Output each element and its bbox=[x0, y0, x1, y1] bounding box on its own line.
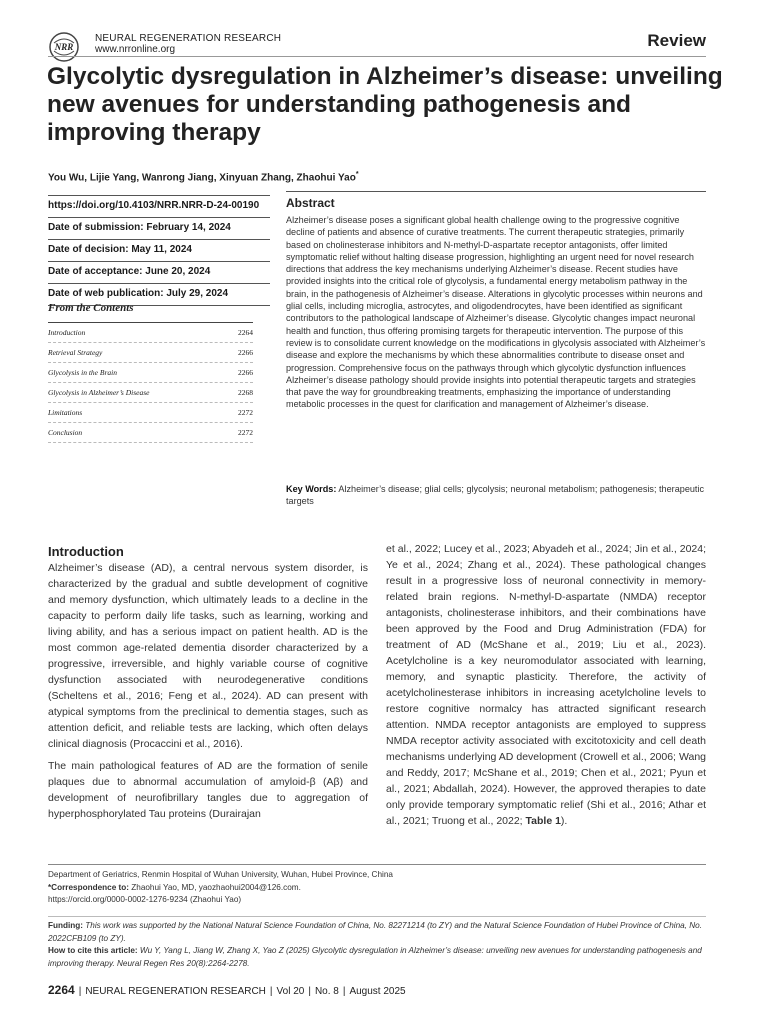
article-meta bbox=[48, 195, 270, 306]
citation-label: How to cite this article: bbox=[48, 946, 138, 955]
funding-text: This work was supported by the National Natural Science Foundation of China, No. 82271214 (to ZY) and the Natural Science Foundation of Hubei Province of China, No. 2022CFB109 (to ZY). bbox=[48, 921, 702, 943]
funding-label: Funding: bbox=[48, 921, 84, 930]
authors-text: You Wu, Lijie Yang, Wanrong Jiang, Xinyuan Zhang, Zhaohui Yao bbox=[48, 172, 356, 184]
paragraph bbox=[386, 541, 706, 829]
footer-issue: No. 8 bbox=[314, 986, 339, 997]
footer-date: August 2025 bbox=[349, 986, 406, 997]
keywords-text: Alzheimer’s disease; glial cells; glycolysis; neuronal metabolism; pathogenesis; therapeutic targets bbox=[286, 484, 705, 507]
abstract-rule bbox=[286, 191, 706, 192]
paragraph-end: ). bbox=[560, 815, 568, 827]
paragraph: Alzheimer’s disease (AD), a central nervous system disorder, is characterized by the gradual and subtle development of cognitive and memory dysfunction, which ultimately leads to a decline in the capacity to perform daily life tasks, such as learning, working and living ability, and has a serious impact on patient health. AD is the most common age-related dementia disorder characterized by a progressive, irreversible, and highly variable course of cognitive dysfunction associated with neurodegenerative conditions (Scheltens et al., 2016; Feng et al., 2024). AD can present with atypical symptoms from the preclinical to dementia stages, such as attention deficit, and reliable tests are lacking, which often delays clinical diagnosis (Procaccini et al., 2016). bbox=[48, 562, 368, 750]
footnote-rule bbox=[48, 864, 706, 865]
author-list bbox=[48, 171, 359, 183]
contents-item[interactable] bbox=[48, 363, 253, 383]
corresponding-mark: * bbox=[355, 171, 359, 178]
contents-item-page: 2266 bbox=[238, 368, 253, 377]
contents-item-page: 2268 bbox=[238, 388, 253, 397]
footer-journal: NEURAL REGENERATION RESEARCH bbox=[85, 986, 266, 997]
keywords bbox=[286, 483, 706, 508]
contents-item[interactable] bbox=[48, 323, 253, 343]
table-reference[interactable]: Table 1 bbox=[525, 815, 561, 827]
orcid-link[interactable]: https://orcid.org/0000-0002-1276-9234 (Zhaohui Yao) bbox=[48, 895, 242, 904]
keywords-label: Key Words: bbox=[286, 484, 337, 494]
paragraph-text: et al., 2022; Lucey et al., 2023; Abyadeh et al., 2024; Jin et al., 2024; Ye et al., 2024; Zhang et al., 2024). These pathological changes result in a progressive loss of neuronal connectivity in memory-related brain regions. N-methyl-D-aspartate (NMDA) receptor antagonists, cholinesterase inhibitors, and their combinations have been approved by the Food and Drug Administration (FDA) for treatment of AD (McShane et al., 2019; Liu et al., 2023). Acetylcholine is a key neuromodulator associated with learning, memory, and synaptic plasticity. Therefore, the activity of acetylcholinesterase inhibitors in increasing acetylcholine levels to restore cognitive normalcy has attracted significant research attention. NMDA receptor antagonists are employed to suppress NMDA receptor activity associated with excitotoxicity and cell death mechanisms underlying AD development (Crowell et al., 2006; Wang and Reddy, 2017; McShane et al., 2019; Chen et al., 2021; Pyun et al., 2021; Abdallah, 2024). However, the approved therapies to date only provide temporary symptomatic relief (Shi et al., 2016; Athar et al., 2021; Truong et al., 2022; bbox=[386, 543, 706, 827]
contents-item[interactable] bbox=[48, 423, 253, 443]
decision-date: Date of decision: May 11, 2024 bbox=[48, 240, 270, 262]
footer-volume: Vol 20 bbox=[276, 986, 305, 997]
abstract-heading: Abstract bbox=[286, 196, 335, 210]
header-rule bbox=[48, 56, 706, 57]
contents-item[interactable] bbox=[48, 383, 253, 403]
journal-header bbox=[95, 33, 281, 55]
correspondence bbox=[48, 882, 708, 895]
correspondence-label: *Correspondence to: bbox=[48, 882, 129, 892]
contents-list bbox=[48, 322, 253, 443]
contents-item-label: Conclusion bbox=[48, 428, 83, 437]
abstract-text: Alzheimer’s disease poses a significant global health challenge owing to the progressive cognitive decline of patients and absence of curative treatments. The current therapeutic strategies, primarily based on cholinesterase inhibitors and N-methyl-D-aspartate receptor antagonists, offer limited symptomatic relief without halting disease progression, highlighting an urgent need for novel research directions that address the key mechanisms underlying Alzheimer’s disease. Recent studies have provided insights into the critical role of glycolysis, a fundamental energy metabolism pathway in the brain, in the pathogenesis of Alzheimer’s disease. Alterations in glycolytic processes within neurons and glial cells, including microglia, astrocytes, and oligodendrocytes, have been identified as significant contributors to the pathological landscape of Alzheimer’s disease. Glycolytic changes impact neuronal health and function, thus offering promising targets for therapeutic intervention. The purpose of this review is to consolidate current knowledge on the modifications in glycolysis associated with Alzheimer’s disease and explore the mechanisms by which these abnormalities contribute to disease onset and progression. Comprehensive focus on the pathways through which glycolytic dysfunction influences Alzheimer’s disease pathology should provide insights into potential therapeutic targets and strategies that pave the way for groundbreaking treatments, emphasizing the importance of understanding metabolic processes in the quest for clarification and management of Alzheimer’s disease. bbox=[286, 215, 706, 410]
footnote-divider bbox=[48, 916, 706, 917]
correspondence-text[interactable]: Zhaohui Yao, MD, yaozhaohui2004@126.com. bbox=[128, 882, 301, 892]
contents-item-page: 2266 bbox=[238, 348, 253, 357]
page-footer: 2264 | NEURAL REGENERATION RESEARCH | Vol 20 | No. 8 | August 2025 bbox=[48, 983, 406, 997]
page-number: 2264 bbox=[48, 983, 75, 997]
body-column-left bbox=[48, 560, 368, 828]
body-column-right bbox=[386, 541, 706, 835]
contents-item-page: 2272 bbox=[238, 428, 253, 437]
submission-date: Date of submission: February 14, 2024 bbox=[48, 218, 270, 240]
contents-heading: From the Contents bbox=[48, 302, 134, 314]
contents-item[interactable] bbox=[48, 403, 253, 423]
web-publication-date: Date of web publication: July 29, 2024 bbox=[48, 284, 270, 306]
introduction-heading: Introduction bbox=[48, 544, 124, 559]
funding bbox=[48, 920, 708, 945]
article-title: Glycolytic dysregulation in Alzheimer’s disease: unveiling new avenues for understanding pathogenesis and improving therapy bbox=[47, 63, 723, 146]
journal-url[interactable]: www.nrronline.org bbox=[95, 44, 176, 55]
contents-item-page: 2272 bbox=[238, 408, 253, 417]
contents-item-page: 2264 bbox=[238, 328, 253, 337]
doi-link[interactable]: https://doi.org/10.4103/NRR.NRR-D-24-00190 bbox=[48, 195, 270, 218]
contents-item-label: Introduction bbox=[48, 328, 86, 337]
journal-name: NEURAL REGENERATION RESEARCH bbox=[95, 33, 282, 44]
affiliation: Department of Geriatrics, Renmin Hospital of Wuhan University, Wuhan, Hubei Province, China bbox=[48, 870, 393, 879]
contents-item-label: Retrieval Strategy bbox=[48, 348, 103, 357]
journal-logo bbox=[48, 31, 80, 63]
contents-item-label: Glycolysis in Alzheimer’s Disease bbox=[48, 388, 150, 397]
section-label: Review bbox=[647, 31, 706, 50]
footnotes bbox=[48, 869, 708, 907]
funding-and-citation bbox=[48, 920, 708, 970]
logo-text: NRR bbox=[54, 42, 74, 52]
citation-text: Wu Y, Yang L, Jiang W, Zhang X, Yao Z (2025) Glycolytic dysregulation in Alzheimer’s disease: unveiling new avenues for understanding pathogenesis and improving therapy. Neural Regen Res 20(8):2264-2278. bbox=[48, 946, 702, 968]
contents-item[interactable] bbox=[48, 343, 253, 363]
acceptance-date: Date of acceptance: June 20, 2024 bbox=[48, 262, 270, 284]
citation bbox=[48, 945, 708, 970]
contents-item-label: Limitations bbox=[48, 408, 83, 417]
contents-item-label: Glycolysis in the Brain bbox=[48, 368, 117, 377]
paragraph: The main pathological features of AD are the formation of senile plaques due to abnormal accumulation of amyloid-β (Aβ) and development of neurofibrillary tangles due to aggregation of hyperphosphorylated Tau proteins (Durairajan bbox=[48, 760, 368, 820]
